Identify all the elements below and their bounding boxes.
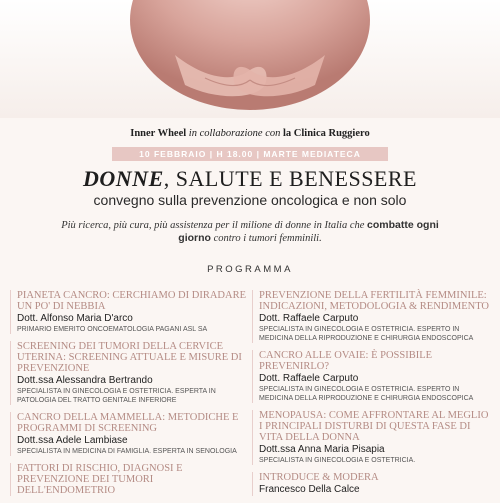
program-heading: PROGRAMMA bbox=[207, 264, 293, 275]
program-item bbox=[252, 350, 492, 403]
speaker-name: Dott.ssa Anna Maria Pisapia bbox=[259, 444, 385, 455]
event-title bbox=[0, 166, 500, 192]
talk-title: CANCRO ALLE OVAIE: È POSSIBILE PREVENIRLO? bbox=[259, 350, 433, 372]
partner-name: la Clinica Ruggiero bbox=[283, 128, 370, 139]
tagline-part-a: Più ricerca, più cura, più assistenza per il milione di donne in Italia che bbox=[61, 220, 368, 231]
program-column-left bbox=[10, 290, 250, 503]
talk-title: CANCRO DELLA MAMMELLA: METODICHE E PROGRAMMI DI SCREENING bbox=[17, 412, 239, 434]
speaker-name: Francesco Della Calce bbox=[259, 484, 360, 495]
program-item bbox=[252, 410, 492, 465]
title-rest: , SALUTE E BENESSERE bbox=[163, 166, 417, 191]
speaker-role: SPECIALISTA IN GINECOLOGIA E OSTETRICIA. bbox=[259, 457, 416, 464]
event-subtitle: convegno sulla prevenzione oncologica e non solo bbox=[93, 192, 407, 208]
organizer-name: Inner Wheel bbox=[130, 128, 187, 139]
program-column-right bbox=[252, 290, 492, 503]
talk-title: FATTORI DI RISCHIO, DIAGNOSI E PREVENZIONE DEI TUMORI DELL'ENDOMETRIO bbox=[17, 463, 183, 496]
speaker-name: Dott. Alfonso Maria D'arco bbox=[17, 313, 133, 324]
speaker-role: PRIMARIO EMERITO ONCOEMATOLOGIA PAGANI ASL SA bbox=[17, 326, 208, 333]
program-item bbox=[10, 463, 250, 496]
program-item bbox=[10, 290, 250, 334]
talk-title: PREVENZIONE DELLA FERTILITÀ FEMMINILE: INDICAZIONI, METODOLOGIA & RENDIMENTO bbox=[259, 290, 490, 312]
tagline-bold: combatte ogni giorno bbox=[178, 219, 439, 244]
program-item bbox=[252, 472, 492, 496]
tagline-part-c: contro i tumori femminili. bbox=[210, 233, 322, 244]
talk-title: MENOPAUSA: COME AFFRONTARE AL MEGLIO I PRINCIPALI DISTURBI DI QUESTA FASE DI VITA DELLA DONNA bbox=[259, 410, 489, 443]
speaker-name: Dott.ssa Alessandra Bertrando bbox=[17, 375, 153, 386]
talk-title: INTRODUCE & MODERA bbox=[259, 472, 379, 483]
program-item bbox=[10, 412, 250, 456]
talk-title: PIANETA CANCRO: CERCHIAMO DI DIRADARE UN PO' DI NEBBIA bbox=[17, 290, 247, 312]
speaker-name: Dott.ssa Adele Lambiase bbox=[17, 435, 128, 446]
date-bar: 10 FEBBRAIO | H 18.00 | MARTE MEDIATECA bbox=[112, 147, 388, 161]
speaker-role: SPECIALISTA IN MEDICINA DI FAMIGLIA. ESPERTA IN SENOLOGIA bbox=[17, 448, 237, 455]
speaker-role: SPECIALISTA IN GINECOLOGIA E OSTETRICIA. ESPERTA IN PATOLOGIA DEL TRATTO GENITALE INFERIORE bbox=[17, 388, 216, 404]
program-item bbox=[252, 290, 492, 343]
talk-title: SCREENING DEI TUMORI DELLA CERVICE UTERINA: SCREENING ATTUALE E MISURE DI PREVENZIONE bbox=[17, 341, 242, 374]
tagline bbox=[60, 219, 440, 245]
collab-text: in collaborazione con bbox=[186, 128, 283, 139]
speaker-name: Dott. Raffaele Carputo bbox=[259, 313, 359, 324]
organizers-line bbox=[0, 128, 500, 139]
speaker-role: SPECIALISTA IN GINECOLOGIA E OSTETRICIA. ESPERTO IN MEDICINA DELLA RIPRODUZIONE E CHIRURGIA ENDOSCOPICA bbox=[259, 386, 474, 402]
title-emphasis: DONNE bbox=[83, 166, 164, 191]
speaker-name: Dott. Raffaele Carputo bbox=[259, 373, 359, 384]
hero-image bbox=[0, 0, 500, 118]
program-item bbox=[10, 341, 250, 405]
speaker-role: SPECIALISTA IN GINECOLOGIA E OSTETRICIA. ESPERTO IN MEDICINA DELLA RIPRODUZIONE E CHIRURGIA ENDOSCOPICA bbox=[259, 326, 474, 342]
